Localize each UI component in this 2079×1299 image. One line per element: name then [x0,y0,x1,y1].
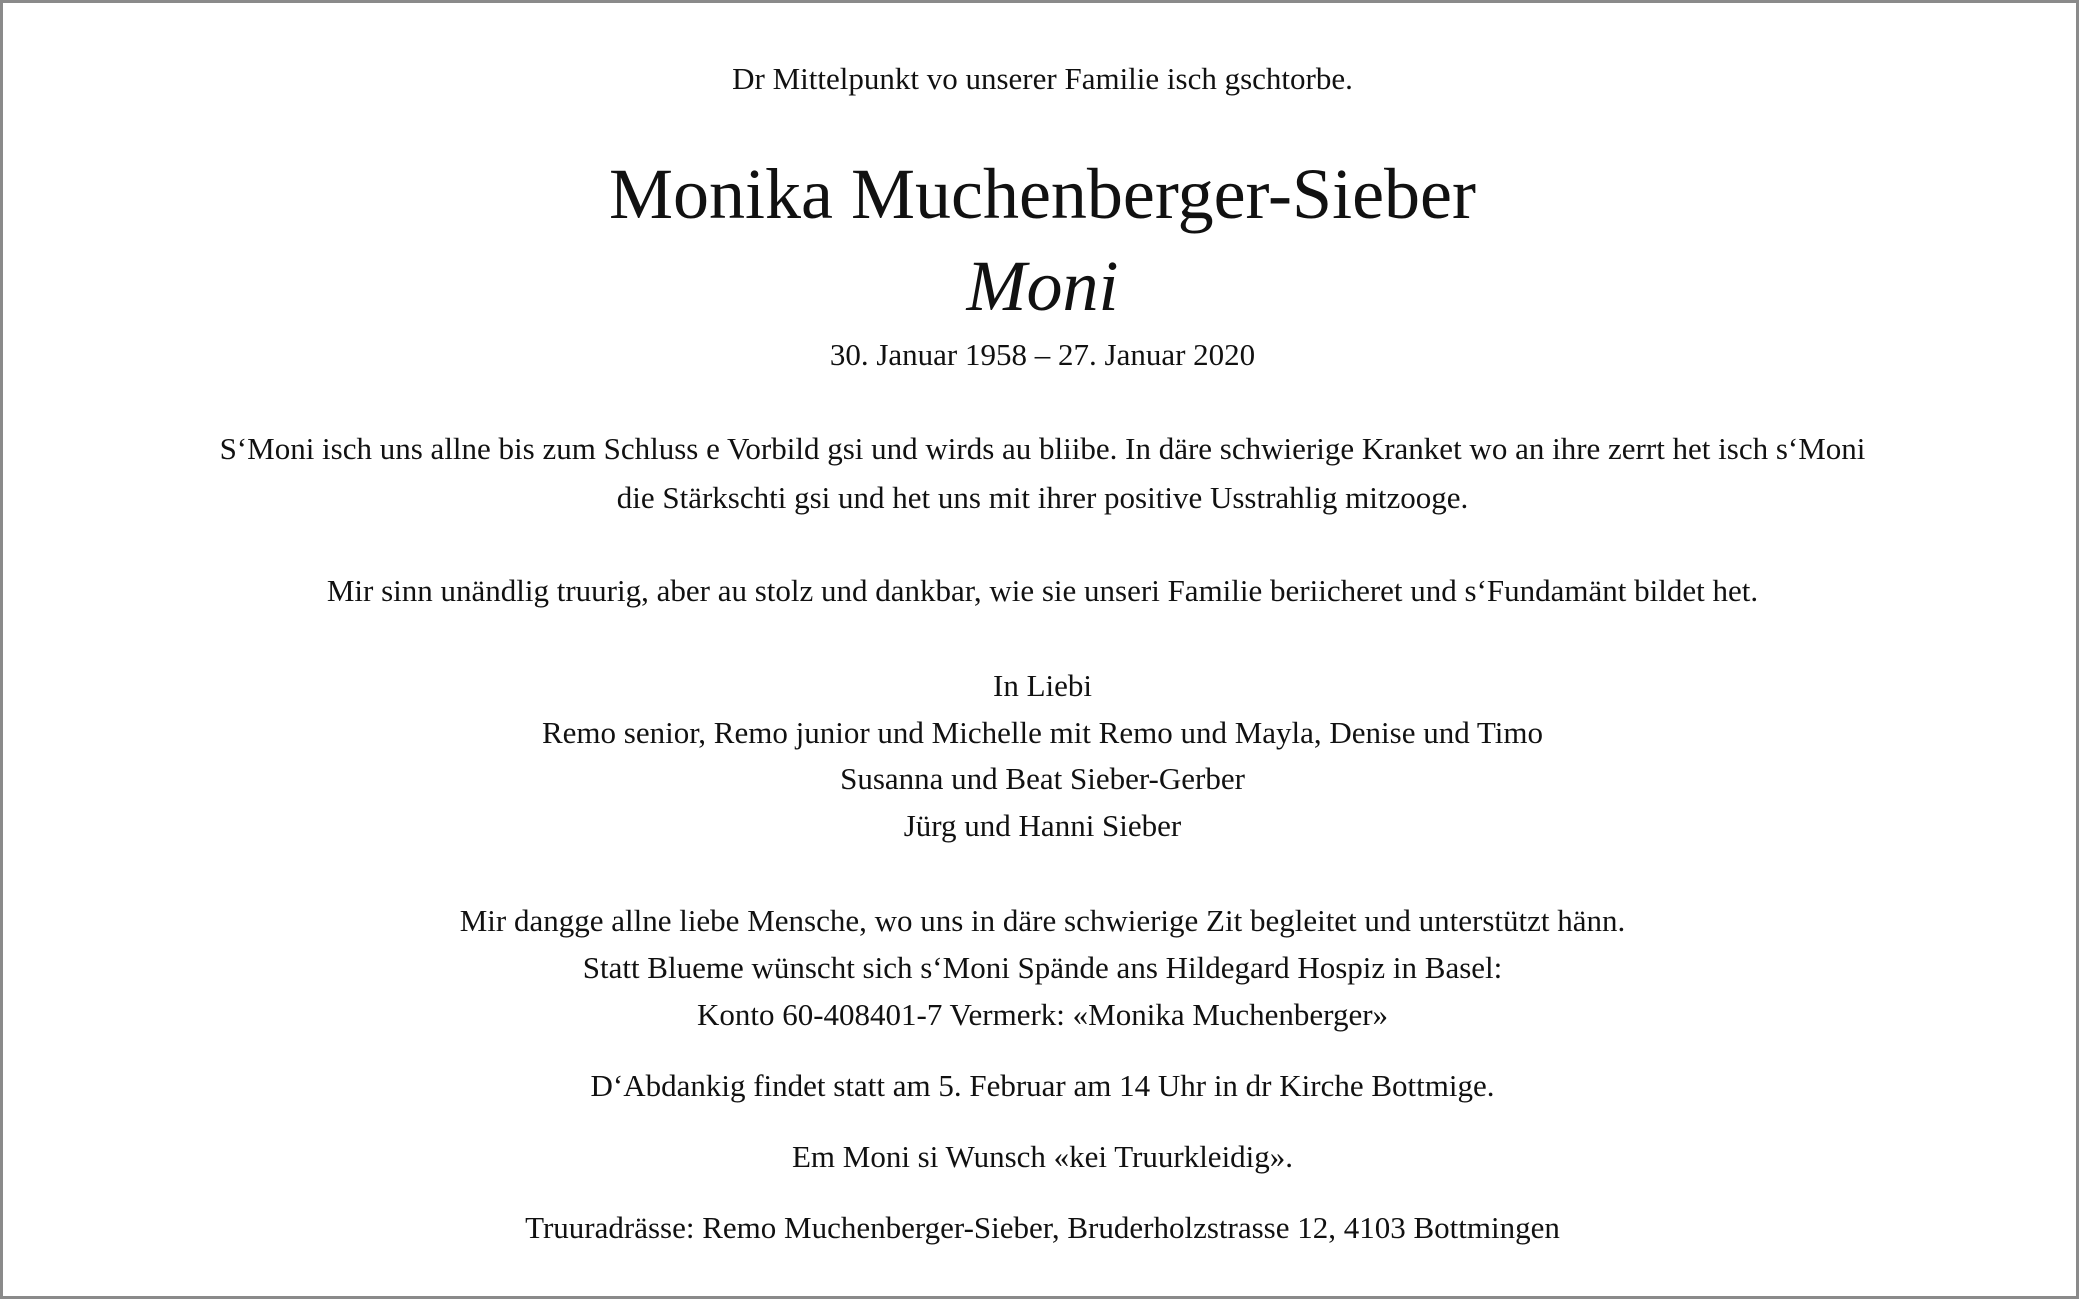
mourning-address: Truuradrässe: Remo Muchenberger-Sieber, Bruderholzstrasse 12, 4103 Bottmingen [525,1210,1560,1245]
donation-account: Konto 60-408401-7 Vermerk: «Monika Muchenberger» [696,997,1389,1032]
signature-family-2: Susanna und Beat Sieber-Gerber [840,761,1245,796]
paragraph-1-line-2: die Stärkschti gsi und het uns mit ihrer positive Usstrahlig mitzooge. [616,480,1469,515]
thanks-line-1: Mir dangge allne liebe Mensche, wo uns in däre schwierige Zit begleitet und unterstützt hänn. [459,903,1626,938]
signature-greeting: In Liebi [993,668,1092,703]
dress-wish: Em Moni si Wunsch «kei Truurkleidig». [791,1139,1294,1174]
paragraph-2: Mir sinn unändlig truurig, aber au stolz und dankbar, wie sie unseri Familie beriicheret und s‘Fundamänt bildet het. [326,573,1759,608]
deceased-name: Monika Muchenberger-Sieber [609,154,1476,234]
ceremony-info: D‘Abdankig findet statt am 5. Februar am 14 Uhr in dr Kirche Bottmige. [590,1068,1495,1103]
deceased-nickname: Moni [966,246,1119,326]
thanks-line-2: Statt Blueme wünscht sich s‘Moni Spände ans Hildegard Hospiz in Basel: [582,950,1503,985]
life-dates: 30. Januar 1958 – 27. Januar 2020 [829,337,1256,372]
paragraph-1-line-1: S‘Moni isch uns allne bis zum Schluss e Vorbild gsi und wirds au bliibe. In däre schwierige Kranket wo an ihre zerrt het isch s‘Moni [219,431,1866,466]
signature-family-1: Remo senior, Remo junior und Michelle mit Remo und Mayla, Denise und Timo [541,715,1544,750]
intro-text: Dr Mittelpunkt vo unserer Familie isch gschtorbe. [732,61,1353,96]
signature-family-3: Jürg und Hanni Sieber [903,808,1182,843]
